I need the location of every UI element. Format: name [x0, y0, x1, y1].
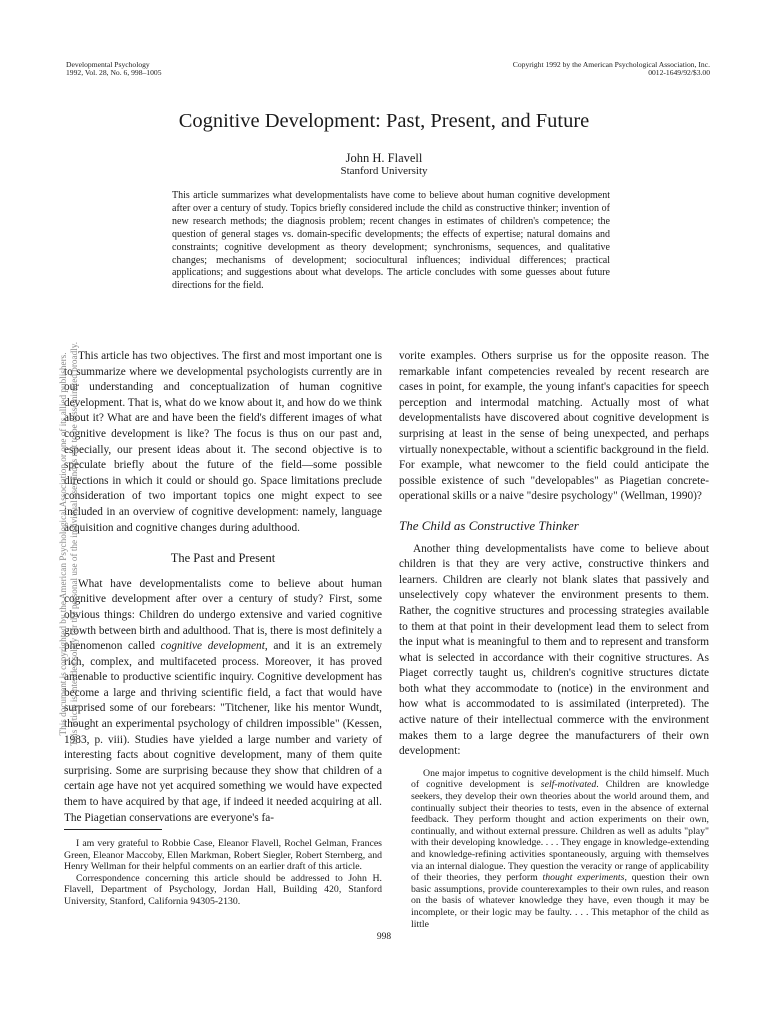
- subsection-heading: The Child as Constructive Thinker: [399, 517, 579, 533]
- past-text-b: , and it is an extremely rich, complex, and multifaceted process. Moreover, it has proved amenable to productive scientific inquiry. Cognitive development has become a large and thriving scientific field, a fact that would have surprised some of our forebears: "Titchener, like his mentor Wundt, thought an experimental psychology of children impossible" (Kessen, 1983, p. viii). Studies have yielded a large number and variety of interesting facts about cognitive development, many of them quite surprising. Some are surprising because they show that children of a certain age have not yet acquired something we would have expected them to have acquired by that age, if indeed it needed acquiring at all. The Piagetian conservations are everyone's fa-: [64, 640, 382, 824]
- author-name: John H. Flavell: [345, 151, 423, 165]
- journal-name: Developmental Psychology: [66, 60, 150, 69]
- quote-emphasis-2: thought experiments: [542, 872, 625, 884]
- page-number: 998: [376, 932, 392, 942]
- past-text-a: What have developmentalists come to believe about human cognitive development after over a century of study? First, some obvious things: Children do undergo extensive and varied cognitive growth between birth and adulthood. That is, there is most definitely a phenomenon called: [64, 577, 382, 653]
- footnotes: [64, 838, 382, 907]
- block-quote: [411, 768, 709, 930]
- journal-volume: 1992, Vol. 28, No. 6, 998–1005: [66, 68, 162, 78]
- constructive-paragraph: Another thing developmentalists have come to believe about children is that they are very active, constructive thinkers and learners. Children are clearly not blank slates that passively and unselectively copy whatever the environment presents to them. Rather, the cognitive structures and processing strategies available to them at that point in their development lead them to select from the input what is meaningful to them and to represent and transform what is selected in accordance with their cognitive structures. As Piaget correctly taught us, children's cognitive structures dictate both what they accommodate to (notice) in the environment and how what is accommodated to is assimilated (interpreted). The active nature of their intellectual commerce with the environment makes them to a large degree the manufacturers of their own development:: [399, 542, 709, 758]
- left-column: [64, 349, 382, 826]
- correspondence-note: Correspondence concerning this article should be addressed to John H. Flavell, Department of Psychology, Jordan Hall, Building 420, Stanford University, Stanford, California 94305-2130.: [64, 872, 382, 907]
- copyright-header: [513, 61, 710, 78]
- right-column: [399, 349, 709, 930]
- continued-paragraph: vorite examples. Others surprise us for the opposite reason. The remarkable infant competencies revealed by recent research are cases in point, for example, the young infant's capacities for speech perception and intermodal matching. Actually most of what developmentalists have discovered about cognitive development is surprising at least in the sense of being unexpected, and perhaps virtually nonexpectable, without a scientific background in the field. For example, what newcomer to the field could anticipate the possible existence of such "developables" as Piagetian concrete-operational skills or a naive "desire psychology" (Wellman, 1990)?: [399, 350, 709, 503]
- author-affiliation: Stanford University: [340, 165, 428, 177]
- past-emphasis: cognitive development: [160, 640, 265, 653]
- copyright-line: Copyright 1992 by the American Psychological Association, Inc.: [512, 60, 710, 69]
- section-heading: The Past and Present: [170, 551, 276, 566]
- quote-text-b: . Children are knowledge seekers, they develop their own theories about the world around them, and continually subject their theories to tests, even in the absence of external feedback. They perform thought and action experiments on their own, continually, and without external pressure. Children as well as adults "play" with their developing knowledge. . . . They engage in knowledge-extending and knowledge-refining activities spontaneously, arguing with themselves via an internal dialogue. They question the veracity or range of applicability of their theories, they perform: [411, 779, 709, 884]
- copyright-side-notice: [58, 104, 82, 984]
- side-notice-line-1: This document is copyrighted by the American Psychological Association or one of its allied publishers.: [58, 352, 68, 736]
- quote-emphasis-1: self-motivated: [540, 779, 597, 791]
- author-block: [0, 152, 768, 178]
- side-notice-line-2: This article is intended solely for the personal use of the individual user and is not to be disseminated broadly.: [69, 341, 79, 747]
- quote-text-a: One major impetus to cognitive development is the child himself. Much of cognitive development is: [411, 767, 709, 791]
- issn-line: 0012-1649/92/$3.00: [648, 68, 710, 78]
- past-paragraph: [64, 577, 382, 827]
- acknowledgment-note: I am very grateful to Robbie Case, Eleanor Flavell, Rochel Gelman, Frances Green, Eleanor Maccoby, Ellen Markman, Robert Siegler, Robert Sternberg, and Henry Wellman for their helpful comments on an earlier draft of this article.: [64, 838, 382, 872]
- journal-header: [66, 61, 162, 78]
- article-title: Cognitive Development: Past, Present, and Future: [178, 110, 590, 132]
- abstract: This article summarizes what developmentalists have come to believe about human cognitive development after over a century of study. Topics briefly considered include the child as constructive thinker; invention of new research methods; the diagnosis problem; recent changes in estimates of children's competence; the question of general stages vs. domain-specific developments; the effects of expertise; natural domains and constraints; cognitive development as theory development; synchronisms, sequences, and qualitative changes; mechanisms of development; sociocultural influences; individual differences; practical applications; and suggestions about what develops. The article concludes with some guesses about future directions for the field.: [172, 190, 610, 292]
- intro-paragraph: This article has two objectives. The first and most important one is to summarize where we developmental psychologists currently are in our understanding and conceptualization of human cognitive development. That is, what do we know about it, and how do we think about it? What are and have been the field's different images of what cognitive development is like? The focus is thus on our past and, especially, our present ideas about it. The second objective is to speculate briefly about the future of the field—some possible directions in which it could or should go. Space limitations preclude consideration of two important topics one might expect to see included in an overview of cognitive development: namely, language acquisition and cognitive changes during adulthood.: [64, 350, 382, 534]
- quote-text-c: , question their own basic assumptions, provide counterexamples to their own rules, and reason on the basis of whatever knowledge they have, even though it may be incomplete, or their logic may be faulty. . . . This metaphor of the child as little: [411, 872, 709, 930]
